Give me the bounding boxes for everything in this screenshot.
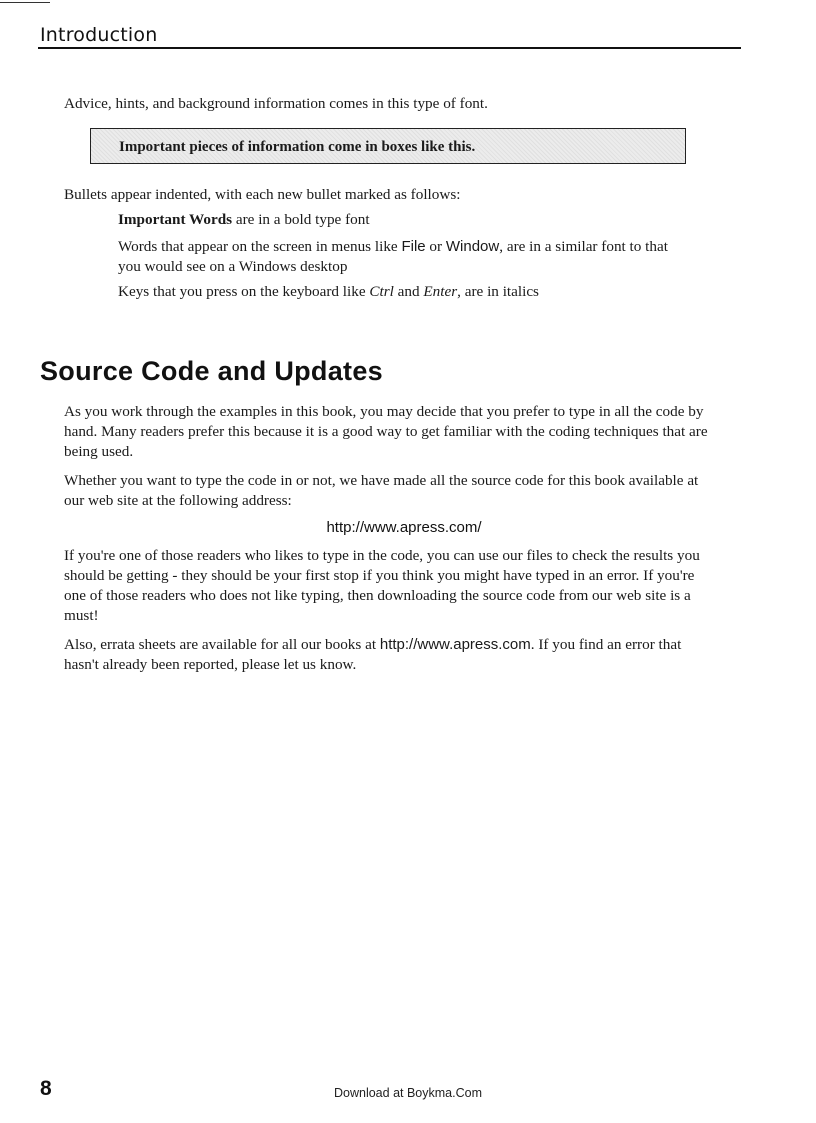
bullet-text: Words that appear on the screen in menus like <box>118 238 402 255</box>
advice-paragraph: Advice, hints, and background information comes in this type of font. <box>64 95 488 112</box>
key-term-enter: Enter <box>423 283 458 300</box>
text-line: must! <box>64 607 99 624</box>
text-line: being used. <box>64 443 134 460</box>
running-head: Introduction <box>40 24 158 46</box>
text-line: our web site at the following address: <box>64 492 292 509</box>
text-line: should be getting - they should be your first stop if you think you might have typed in an error. If you're <box>64 567 695 584</box>
header-rule <box>38 47 741 49</box>
bullet-text: you would see on a Windows desktop <box>118 258 348 275</box>
bullet-text: and <box>393 283 424 300</box>
text-line: If you're one of those readers who likes to type in the code, you can use our files to check the results you <box>64 547 700 564</box>
bullet-important-words <box>118 210 738 230</box>
paragraph-1 <box>64 402 744 462</box>
note-box-text: Important pieces of information come in boxes like this. <box>119 139 476 155</box>
paragraph-2 <box>64 471 744 511</box>
bullets-intro: Bullets appear indented, with each new bullet marked as follows: <box>64 186 461 203</box>
bullet-text: , are in italics <box>457 283 539 300</box>
text-line: . If you find an error that <box>530 636 682 653</box>
paragraph-4 <box>64 635 744 675</box>
bullet-menu-words <box>118 237 738 277</box>
key-term-ctrl: Ctrl <box>369 283 394 300</box>
section-title: Source Code and Updates <box>40 356 383 386</box>
corner-mark <box>0 2 50 3</box>
note-box <box>90 128 686 164</box>
text-line: hasn't already been reported, please let us know. <box>64 656 357 673</box>
bold-term: Important Words <box>118 211 233 228</box>
menu-term-file: File <box>401 238 426 255</box>
text-line: Also, errata sheets are available for all our books at <box>64 636 380 653</box>
paragraph-3 <box>64 546 744 626</box>
text-line: Whether you want to type the code in or not, we have made all the source code for this book available at <box>64 472 699 489</box>
source-code-url[interactable]: http://www.apress.com/ <box>326 519 482 536</box>
menu-term-window: Window <box>445 238 500 255</box>
page-number: 8 <box>40 1077 52 1100</box>
bullet-keys <box>118 282 738 302</box>
footer-note: Download at Boykma.Com <box>334 1086 482 1100</box>
bullet-text: or <box>425 238 446 255</box>
text-line: one of those readers who does not like typing, then downloading the source code from our web site is a <box>64 587 691 604</box>
text-line: As you work through the examples in this book, you may decide that you prefer to type in all the code by <box>64 403 704 420</box>
bullet-text: are in a bold type font <box>232 211 370 228</box>
bullet-text: , are in a similar font to that <box>499 238 668 255</box>
errata-link[interactable]: http://www.apress.com <box>379 636 531 653</box>
text-line: hand. Many readers prefer this because it is a good way to get familiar with the coding techniques that are <box>64 423 708 440</box>
bullet-text: Keys that you press on the keyboard like <box>118 283 370 300</box>
